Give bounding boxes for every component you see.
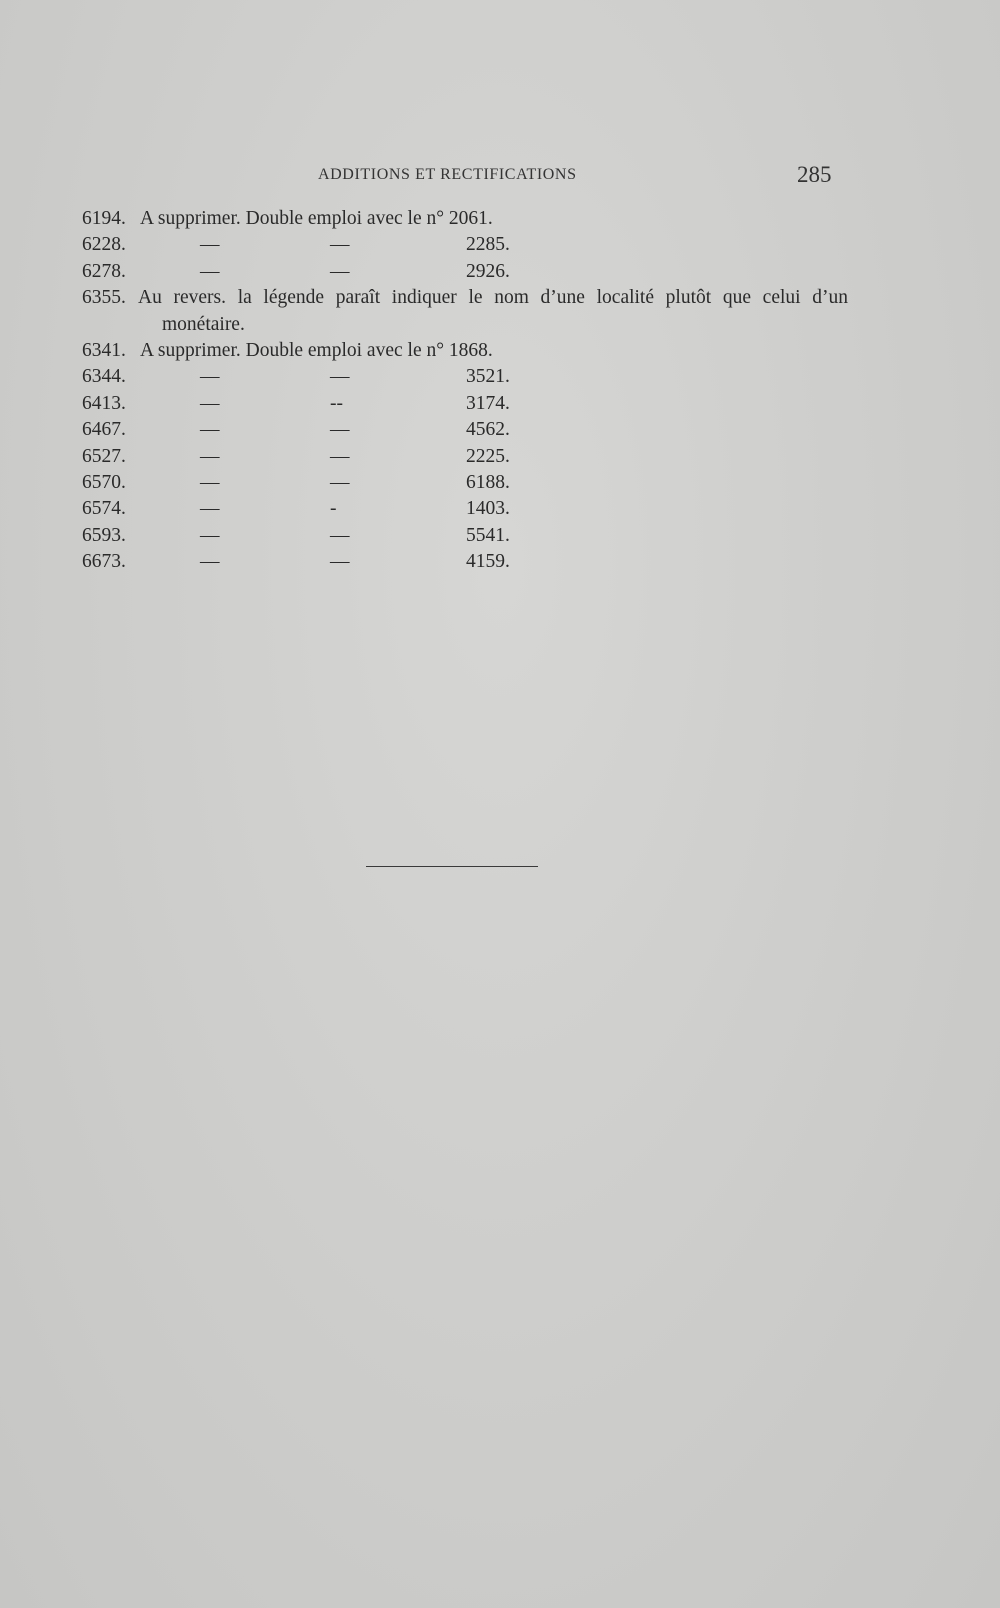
entry-number: 6593. <box>82 524 126 546</box>
list-item <box>82 232 842 258</box>
list-item <box>82 338 842 364</box>
ditto-mark: — <box>200 366 220 388</box>
ditto-mark: — <box>330 524 350 546</box>
ditto-mark: — <box>330 260 350 282</box>
ditto-mark: — <box>200 498 220 520</box>
ditto-mark: — <box>330 445 350 467</box>
list-item <box>82 391 842 417</box>
ditto-mark: — <box>200 260 220 282</box>
list-item <box>82 523 842 549</box>
entry-continuation: monétaire. <box>162 313 245 335</box>
ditto-mark: -- <box>330 392 343 414</box>
entry-text: Au revers. la légende paraît indiquer le nom d’une localité plutôt que celui d’un <box>138 287 848 309</box>
entry-number: 6413. <box>82 392 126 414</box>
entry-number: 6341. <box>82 339 126 361</box>
entry-number: 6574. <box>82 498 126 520</box>
list-item <box>82 285 848 311</box>
entry-reference: 4159. <box>466 551 510 573</box>
page-number: 285 <box>797 162 832 187</box>
list-item <box>82 206 842 232</box>
ditto-mark: — <box>200 471 220 493</box>
entry-number: 6278. <box>82 260 126 282</box>
running-title: ADDITIONS ET RECTIFICATIONS <box>318 166 577 183</box>
entry-reference: 2285. <box>466 234 510 256</box>
list-item <box>82 259 842 285</box>
ditto-mark: — <box>330 366 350 388</box>
list-item <box>82 417 842 443</box>
ditto-mark: — <box>200 392 220 414</box>
list-item <box>82 549 842 575</box>
ditto-mark: — <box>200 551 220 573</box>
ditto-mark: — <box>330 234 350 256</box>
entry-reference: 3174. <box>466 392 510 414</box>
entry-reference: 4562. <box>466 419 510 441</box>
list-item <box>82 496 842 522</box>
entry-text: A supprimer. Double emploi avec le n° 1868. <box>140 339 493 361</box>
ditto-mark: — <box>200 524 220 546</box>
entry-number: 6344. <box>82 366 126 388</box>
ditto-mark: — <box>200 445 220 467</box>
entry-reference: 6188. <box>466 471 510 493</box>
ditto-mark: — <box>330 551 350 573</box>
entry-number: 6194. <box>82 208 126 229</box>
closing-rule <box>366 866 538 867</box>
ditto-mark: - <box>330 498 337 520</box>
list-item <box>82 364 842 390</box>
errata-list <box>82 206 848 575</box>
ditto-mark: — <box>200 419 220 441</box>
entry-reference: 2225. <box>466 445 510 467</box>
entry-text: A supprimer. Double emploi avec le n° 2061. <box>140 208 493 229</box>
entry-number: 6228. <box>82 234 126 256</box>
entry-number: 6527. <box>82 445 126 467</box>
ditto-mark: — <box>330 471 350 493</box>
entry-reference: 2926. <box>466 260 510 282</box>
ditto-mark: — <box>330 419 350 441</box>
entry-number: 6673. <box>82 551 126 573</box>
entry-reference: 5541. <box>466 524 510 546</box>
entry-number: 6467. <box>82 419 126 441</box>
list-item <box>82 444 842 470</box>
entry-reference: 1403. <box>466 498 510 520</box>
entry-number: 6355. <box>82 287 126 309</box>
entry-reference: 3521. <box>466 366 510 388</box>
entry-number: 6570. <box>82 471 126 493</box>
list-item <box>82 470 842 496</box>
ditto-mark: — <box>200 234 220 256</box>
